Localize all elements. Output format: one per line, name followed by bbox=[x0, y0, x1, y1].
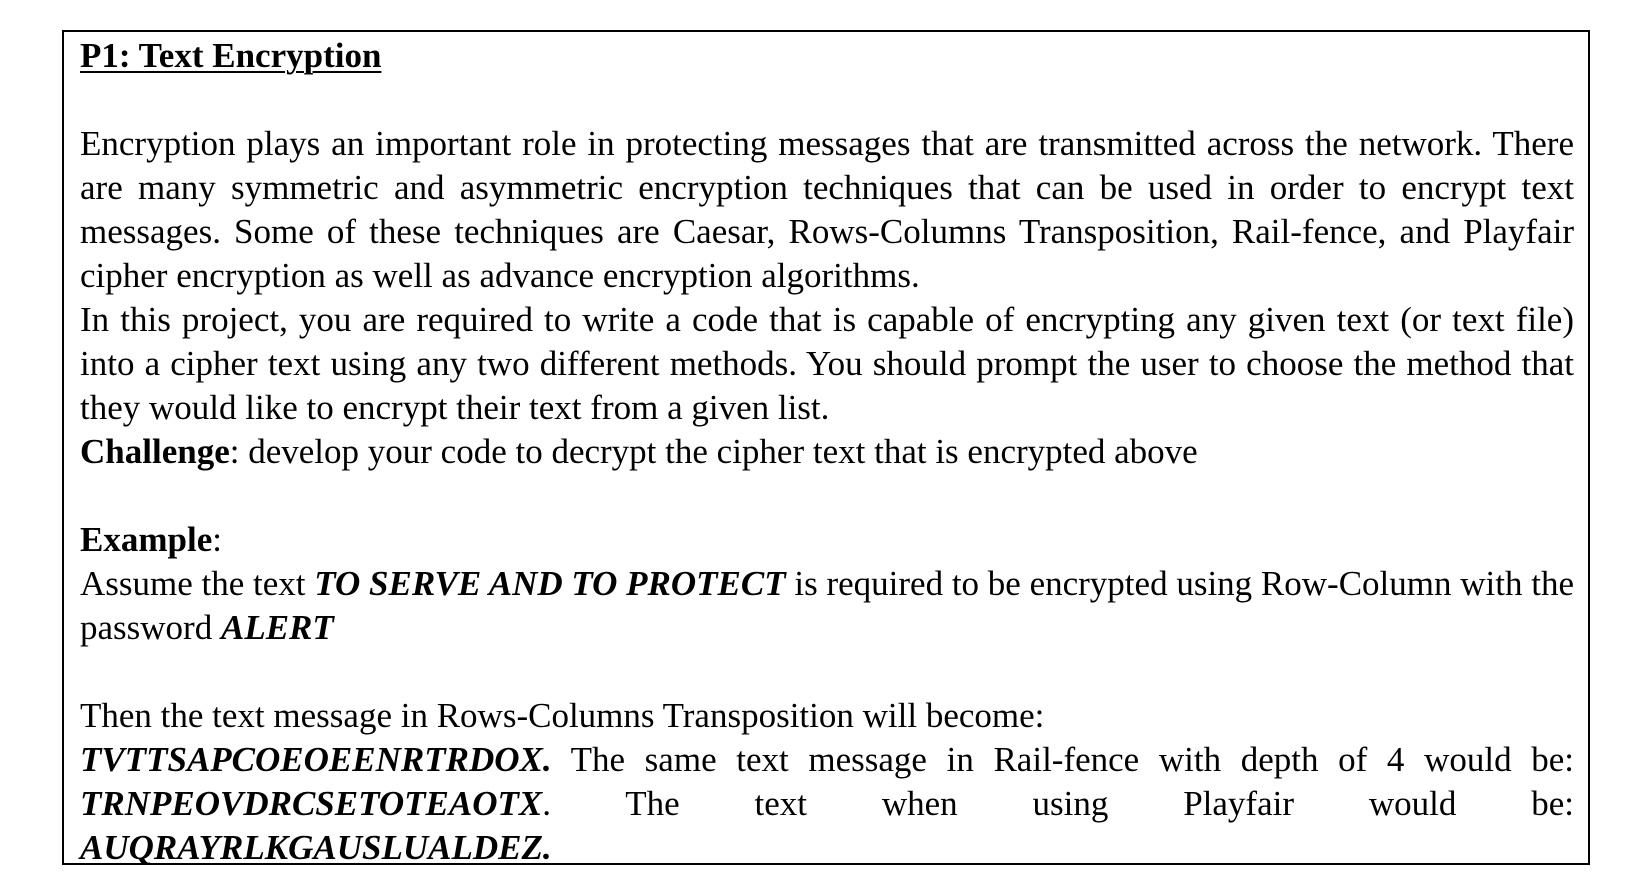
document-title: P1: Text Encryption bbox=[80, 36, 382, 75]
then-line: Then the text message in Rows-Columns Transposition will become: bbox=[80, 696, 1045, 735]
assume-mid: is required to be encrypted using Row-Column with the password bbox=[80, 564, 1574, 647]
railfence-text: The same text message in Rail-fence with depth of 4 would be: bbox=[551, 740, 1574, 779]
password-example: ALERT bbox=[220, 608, 334, 647]
cipher-rowcol: TVTTSAPCOEOEENRTRDOX. bbox=[80, 740, 552, 779]
playfair-text: . The text when using Playfair would be: bbox=[542, 784, 1574, 823]
cipher-playfair: AUQRAYRLKGAUSLUALDEZ. bbox=[80, 828, 552, 867]
spacer bbox=[80, 474, 1574, 518]
results-paragraph bbox=[80, 738, 1574, 870]
intro-paragraph: Encryption plays an important role in protecting messages that are transmitted across the network. There are many symmetric and asymmetric encryption techniques that can be used in order to encrypt text messages. Some of these techniques are Caesar, Rows-Columns Transposition, Rail-fence, and Playfair cipher encryption as well as advance encryption algorithms. bbox=[80, 124, 1574, 295]
challenge-text: : develop your code to decrypt the cipher text that is encrypted above bbox=[229, 432, 1198, 471]
spacer bbox=[80, 78, 1574, 122]
spacer bbox=[80, 650, 1574, 694]
plaintext-example: TO SERVE AND TO PROTECT bbox=[314, 564, 786, 603]
challenge-paragraph bbox=[80, 430, 1574, 474]
cipher-railfence: TRNPEOVDRCSETOTEAOTX bbox=[80, 784, 543, 823]
document-body bbox=[80, 34, 1574, 870]
example-colon: : bbox=[212, 520, 222, 559]
example-label: Example bbox=[80, 520, 213, 559]
assume-paragraph bbox=[80, 562, 1574, 650]
example-heading bbox=[80, 518, 1574, 562]
challenge-label: Challenge bbox=[80, 432, 230, 471]
project-paragraph: In this project, you are required to write a code that is capable of encrypting any given text (or text file) into a cipher text using any two different methods. You should prompt the user to choose the method that they would like to encrypt their text from a given list. bbox=[80, 300, 1574, 427]
assume-prefix: Assume the text bbox=[80, 564, 315, 603]
